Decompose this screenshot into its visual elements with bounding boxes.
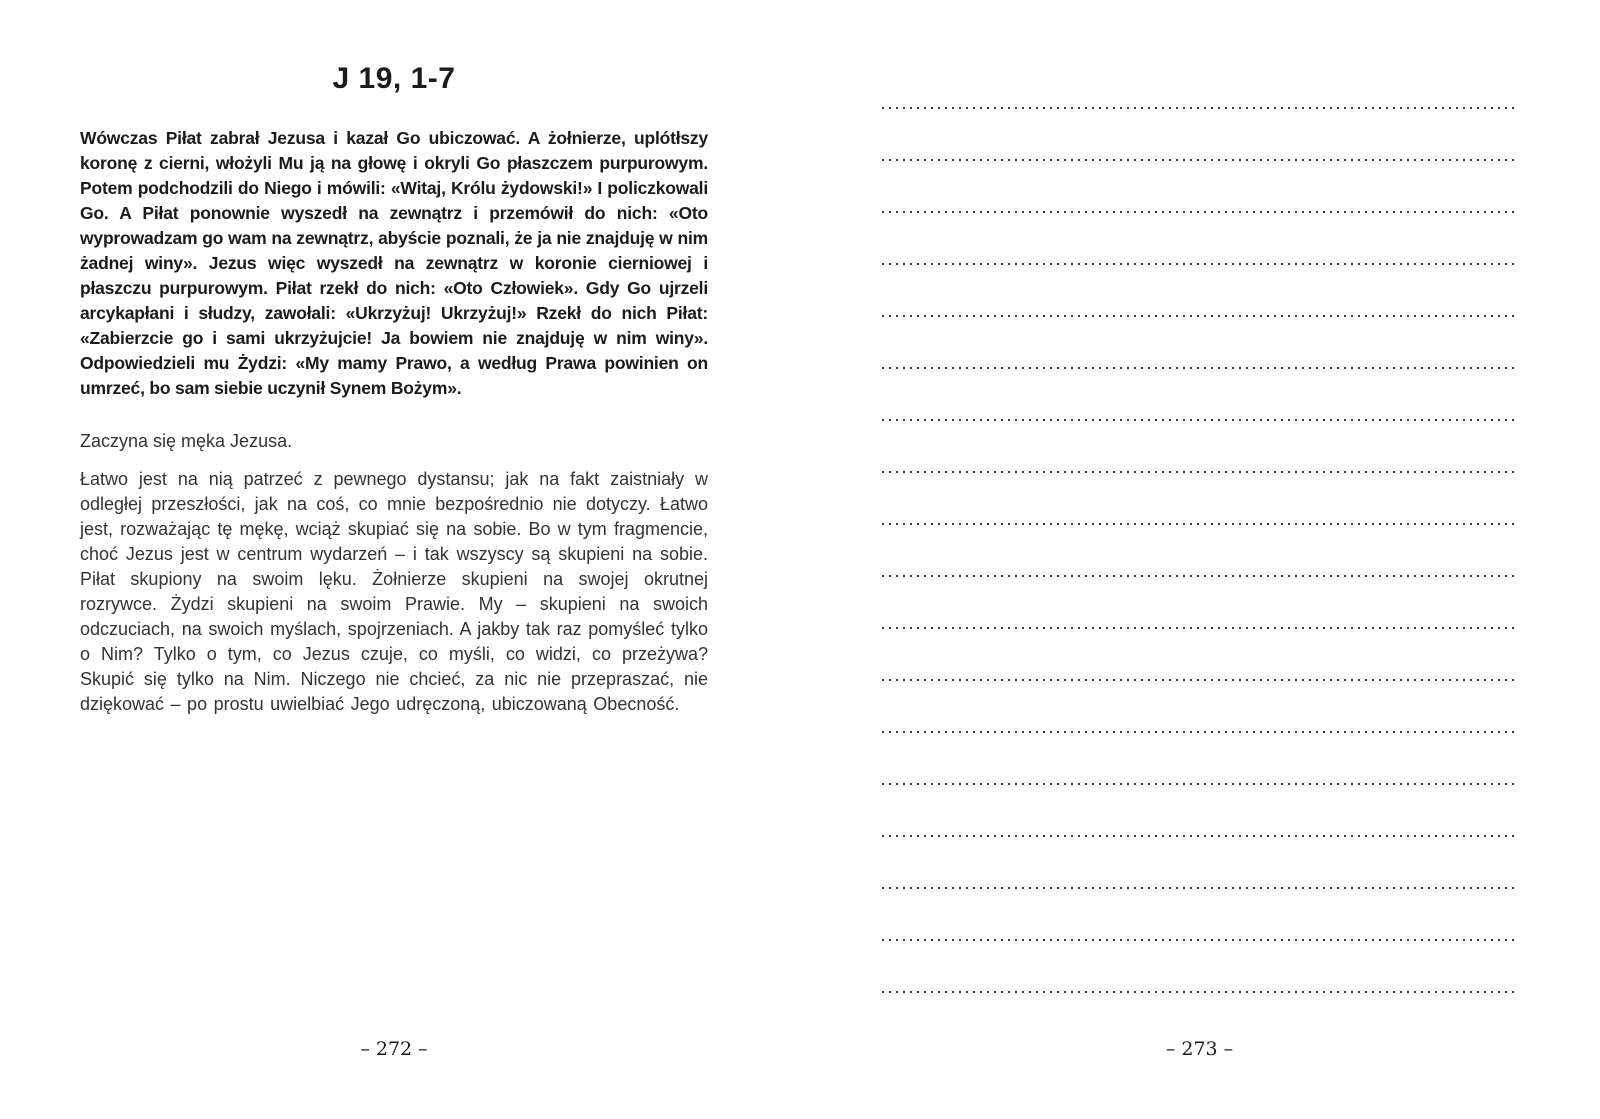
meditation-paragraph: Łatwo jest na nią patrzeć z pewnego dystansu; jak na fakt zaistniały w odległej przeszłości, jak na coś, co mnie bezpośrednio nie dotyczy. Łatwo jest, rozważając tę mękę, wciąż skupiać się na sobie. Bo w tym fragmencie, choć Jezus jest w centrum wydarzeń – i tak wszyscy są skupieni na sobie. Piłat skupiony na swoim lęku. Żołnierze skupieni na swojej okrutnej rozrywce. Żydzi skupieni na swoim Prawie. My – skupieni na swoich odczuciach, na swoich myślach, spojrzeniach. A jakby tak raz pomyśleć tylko o Nim? Tylko o tym, co Jezus czuje, co myśli, co widzi, co przeżywa? Skupić się tylko na Nim. Niczego nie chcieć, za nic nie przepraszać, nie dziękować – po prostu uwielbiać Jego udręczoną, ubiczowaną Obecność. [80,469,708,714]
meditation-intro: Zaczyna się męka Jezusa. [80,431,293,451]
page-left [80,0,708,1119]
dotted-rule-line [882,991,1517,993]
dotted-rule-line [882,731,1517,733]
dotted-rule-line [882,107,1517,109]
dotted-rule-line [882,523,1517,525]
page-right [882,0,1517,1119]
dotted-rule-line [882,575,1517,577]
dotted-rule-line [882,263,1517,265]
dotted-rule-line [882,367,1517,369]
dotted-rule-line [882,211,1517,213]
dotted-rule-line [882,679,1517,681]
dotted-rule-line [882,315,1517,317]
scripture-paragraph: Wówczas Piłat zabrał Jezusa i kazał Go ubiczować. A żołnierze, uplótłszy koronę z cierni, włożyli Mu ją na głowę i okryli Go płaszczem purpurowym. Potem podchodzili do Niego i mówili: «Witaj, Królu żydowski!» I policzkowali Go. A Piłat ponownie wyszedł na zewnątrz i przemówił do nich: «Oto wyprowadzam go wam na zewnątrz, abyście poznali, że ja nie znajduję w nim żadnej winy». Jezus więc wyszedł na zewnątrz w koronie cierniowej i płaszczu purpurowym. Piłat rzekł do nich: «Oto Człowiek». Gdy Go ujrzeli arcykapłani i słudzy, zawołali: «Ukrzyżuj! Ukrzyżuj!» Rzekł do nich Piłat: «Zabierzcie go i sami ukrzyżujcie! Ja bowiem nie znajduję w nim winy». Odpowiedzieli mu Żydzi: «My mamy Prawo, a według Prawa powinien on umrzeć, bo sam siebie uczynił Synem Bożym». [80,128,708,398]
dotted-rule-line [882,419,1517,421]
dotted-rule-line [882,783,1517,785]
page-number-right: – 273 – [1165,1038,1234,1060]
page-number-left: – 272 – [360,1038,428,1060]
passage-title: J 19, 1-7 [332,62,456,95]
dotted-rule-line [882,887,1517,889]
dotted-rule-line [882,159,1517,161]
dotted-rule-line [882,471,1517,473]
notes-lines [882,107,1517,1043]
dotted-rule-line [882,835,1517,837]
dotted-rule-line [882,627,1517,629]
dotted-rule-line [882,939,1517,941]
